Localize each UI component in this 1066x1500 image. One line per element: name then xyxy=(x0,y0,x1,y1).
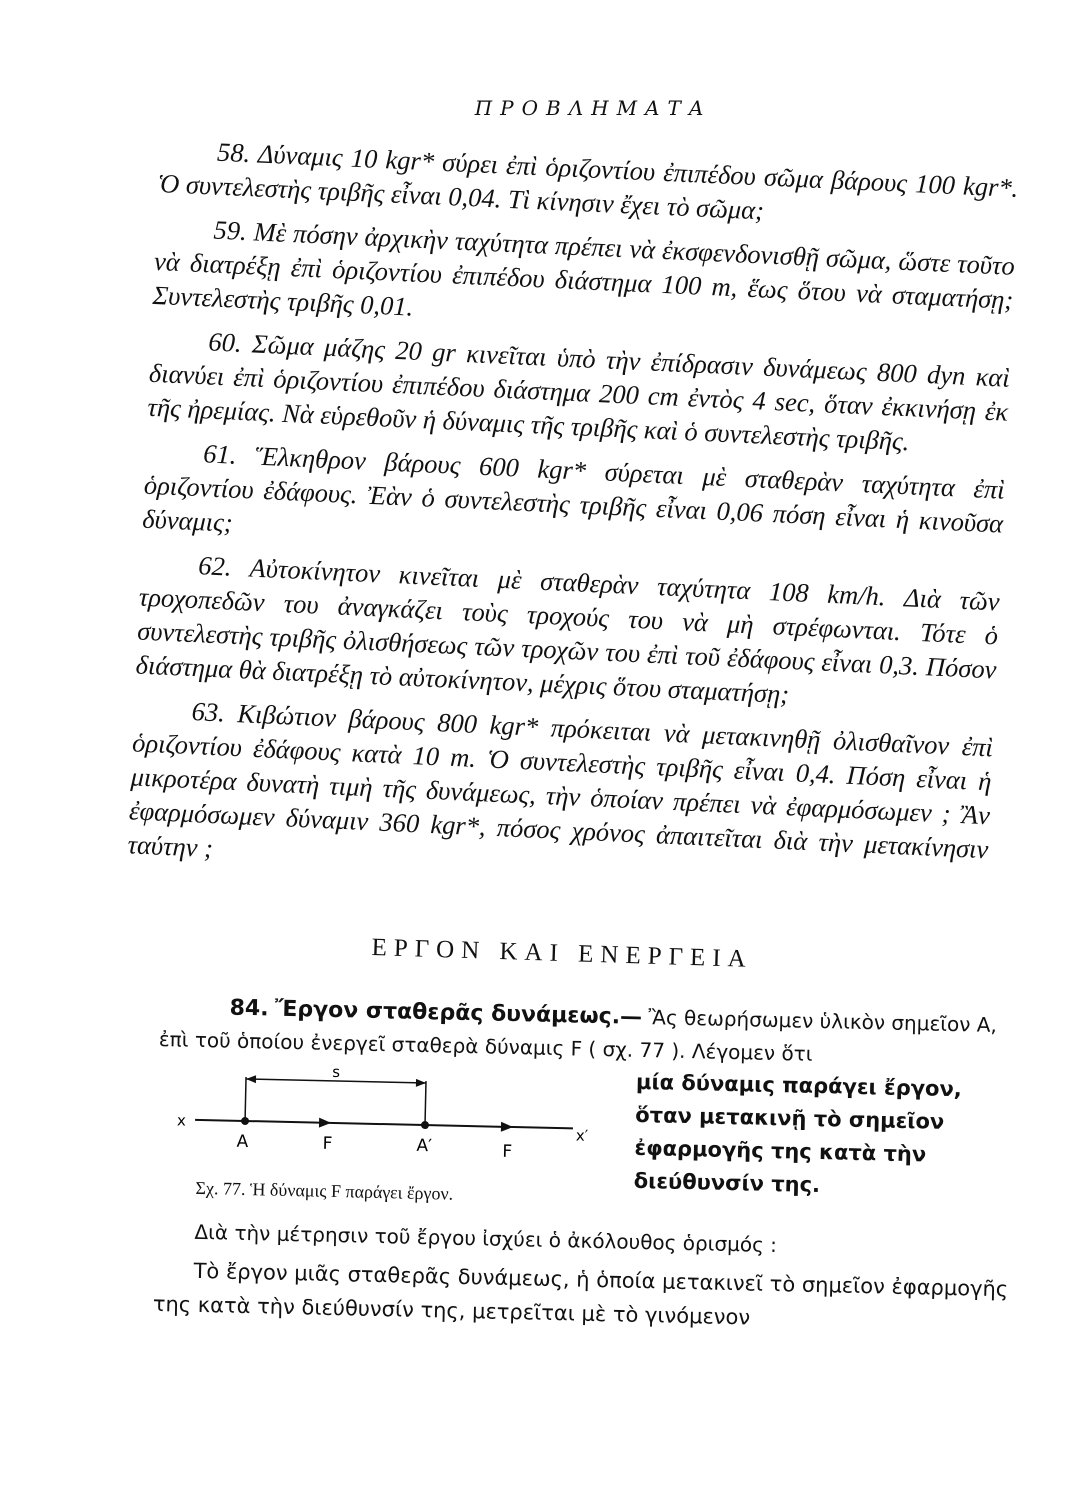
figure-77-diagram xyxy=(172,1057,594,1177)
bracket-left xyxy=(245,1077,246,1121)
page-header: ΠΡΟΒΛΗΜΑΤΑ xyxy=(474,96,712,120)
axis-line xyxy=(195,1120,573,1129)
label-point-a: A xyxy=(236,1131,249,1153)
problems-list xyxy=(126,132,1019,910)
label-point-a2: A′ xyxy=(416,1135,433,1157)
label-force-1: F xyxy=(322,1133,333,1154)
definition-line: Διὰ τὴν μέτρησιν τοῦ ἔργου ἰσχύει ὁ ἀκόλουθος ὁρισμός : xyxy=(194,1219,778,1258)
bracket-right xyxy=(425,1081,426,1125)
label-force-2: F xyxy=(502,1141,513,1163)
point-a-dot xyxy=(241,1117,249,1125)
problem-62: 62. Αὐτοκίνητον κινεῖται μὲ σταθερὰν ταχύτητα 108 km/h. Διὰ τῶν τροχοπεδῶν του ἀναγκάζει τοὺς τροχούς του νὰ μὴ στρέφωνται. Τότε ὁ συντελεστὴς τριβῆς ὀλισθήσεως τῶν τροχῶν του ἐπὶ τοῦ ἐδάφους εἶναι 0,3. Πόσον διάστημα θὰ διατρέξῃ τὸ αὐτοκίνητον, μέχρις ὅτου σταματήσῃ; xyxy=(135,550,1001,710)
section-title: ΕΡΓΟΝ ΚΑΙ ΕΝΕΡΓΕΙΑ xyxy=(371,934,754,973)
label-x-right: x′ xyxy=(575,1126,589,1145)
figure-caption: Σχ. 77. Ἡ δύναμις F παράγει ἔργον. xyxy=(195,1177,454,1204)
distance-arrow-right xyxy=(416,1079,426,1087)
problem-59: 59. Μὲ πόσην ἀρχικὴν ταχύτητα πρέπει νὰ ἐκσφενδονισθῇ σῶμα, ὥστε τοῦτο νὰ διατρέξῃ ἐπὶ ὁριζοντίου ἐπιπέδου διάστημα 100 m, ἕως ὅτου νὰ σταματήσῃ; Συντελεστὴς τριβῆς 0,01. xyxy=(151,214,1016,322)
article-number: 84. xyxy=(229,995,269,1022)
emphasis-bold: μία δύναμις παράγει ἔργον, ὅταν μετακινῇ τὸ σημεῖον ἐφαρμογῆς της κατὰ τὴν διεύθυνσίν της. xyxy=(633,1069,963,1198)
force-arrow-1 xyxy=(319,1118,331,1128)
problem-63: 63. Κιβώτιον βάρους 800 kgr* πρόκειται νὰ μετακινηθῇ ὀλισθαῖνον ἐπὶ ὁριζοντίου ἐδάφους κατὰ 10 m. Ὁ συντελεστὴς τριβῆς εἶναι 0,4. Πόση εἶναι ἡ μικροτέρα δυνατὴ τιμὴ τῆς δυνάμεως, τὴν ὁποίαν πρέπει νὰ ἐφαρμόσωμεν ; Ἂν ἐφαρμόσωμεν δύναμιν 360 kgr*, πόσος χρόνος ἀπαιτεῖται διὰ τὴν μετακίνησιν ταύτην ; xyxy=(126,696,994,865)
problem-58: 58. Δύναμις 10 kgr* σύρει ἐπὶ ὁριζοντίου ἐπιπέδου σῶμα βάρους 100 kgr*. Ὁ συντελεστὴς τριβῆς εἶναι 0,04. Τὶ κίνησιν ἔχει τὸ σῶμα; xyxy=(157,136,1020,226)
distance-arrow-left xyxy=(246,1075,256,1083)
label-distance: s xyxy=(331,1062,341,1082)
body-paragraph: Τὸ ἔργον μιᾶς σταθερᾶς δυνάμεως, ἡ ὁποία μετακινεῖ τὸ σημεῖον ἐφαρμογῆς της κατὰ τὴν διεύθυνσίν της, μετρεῖται μὲ τὸ γινόμενον xyxy=(152,1258,1009,1330)
force-arrow-2 xyxy=(501,1122,513,1132)
point-a2-dot xyxy=(421,1121,429,1129)
article-84 xyxy=(152,990,1019,1340)
problem-60: 60. Σῶμα μάζης 20 gr κινεῖται ὑπὸ τὴν ἐπίδρασιν δυνάμεως 800 dyn καὶ διανύει ἐπὶ ὁριζοντίου ἐπιπέδου διάστημα 200 cm ἐντὸς 4 sec, ὅταν ἐκκινήσῃ ἐκ τῆς ἠρεμίας. Νὰ εὑρεθοῦν ἡ δύναμις τῆς τριβῆς καὶ ὁ συντελεστὴς τριβῆς. xyxy=(146,326,1011,457)
problem-61: 61. Ἕλκηθρον βάρους 600 kgr* σύρεται μὲ σταθερὰν ταχύτητα ἐπὶ ὁριζοντίου ἐδάφους. Ἐὰν ὁ συντελεστὴς τριβῆς εἶναι 0,06 πόση εἶναι ἡ κινοῦσα δύναμις; xyxy=(141,438,1006,539)
article-intro: Ἂς θεωρήσωμεν ὑλικὸν σημεῖον Α, ἐπὶ τοῦ ὁποίου ἐνεργεῖ σταθερὰ δύναμις F ( σχ. 77 ). Λέγομεν ὅτι xyxy=(158,1005,998,1066)
label-x-left: x xyxy=(176,1111,187,1130)
article-heading: Ἔργον σταθερᾶς δυνάμεως.— xyxy=(274,996,643,1030)
figure-block xyxy=(155,1055,1018,1226)
emphasis-text xyxy=(633,1066,1016,1207)
